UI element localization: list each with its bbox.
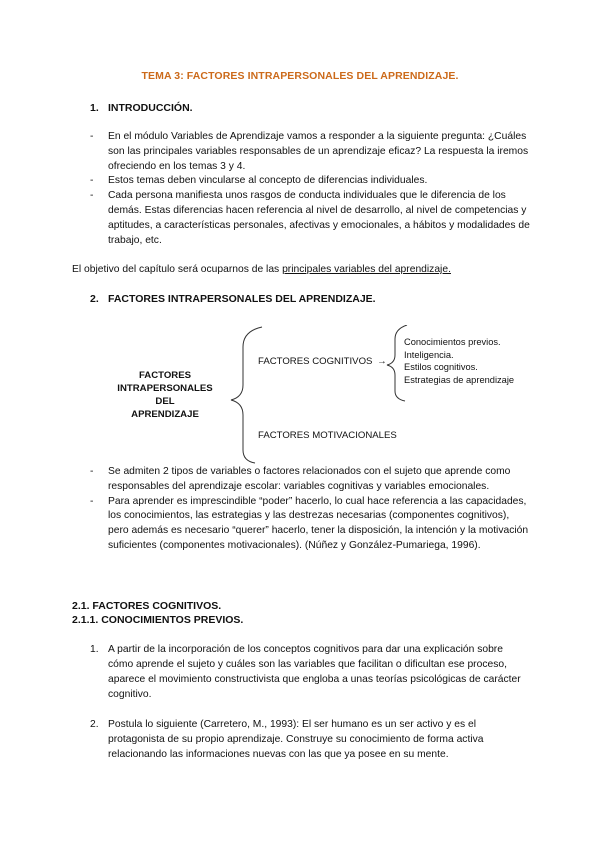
section-2-number: 2. — [90, 293, 99, 305]
branch-cognitive — [258, 356, 387, 367]
diagram-root-line: INTRAPERSONALES DEL — [117, 383, 213, 407]
list-item: - En el módulo Variables de Aprendizaje vamos a responder a la siguiente pregunta: ¿Cuáles son las principales variables responsables de un aprendizaje eficaz? La respuesta la iremos ofreciendo en los temas 3 y 4. — [90, 130, 530, 174]
section-2-heading: FACTORES INTRAPERSONALES DEL APRENDIZAJE. — [108, 293, 376, 305]
section-2-1-1-heading: 2.1.1. CONOCIMIENTOS PREVIOS. — [72, 614, 244, 626]
numbered-item-text: Postula lo siguiente (Carretero, M., 1993): El ser humano es un ser activo y es el protagonista de su propio aprendizaje. Construye su conocimiento de forma activa relacionando las informaciones nuevas con las que ya posee en su mente. — [108, 719, 484, 760]
section-2-bullet-list — [90, 465, 530, 554]
big-brace-icon — [231, 327, 262, 463]
arrow-right-icon: → — [377, 356, 387, 367]
cognitive-item: Conocimientos previos. — [404, 337, 501, 347]
cognitive-item: Inteligencia. — [404, 349, 454, 360]
item-number: 1. — [90, 644, 99, 655]
list-item: - Se admiten 2 tipos de variables o factores relacionados con el sujeto que aprende como responsables del aprendizaje escolar: variables cognitivas y variables emocionales. — [90, 465, 530, 495]
list-item: - Estos temas deben vincularse al concepto de diferencias individuales. — [90, 174, 530, 189]
objective-paragraph — [72, 262, 542, 277]
diagram-root-line: APRENDIZAJE — [131, 409, 199, 420]
section-1-bullet-list — [90, 130, 530, 248]
diagram-root-line: FACTORES — [138, 370, 192, 381]
list-item: - Para aprender es imprescindible “poder” hacerlo, lo cual hace referencia a las capacidades, los conocimientos, las estrategias y las destrezas necesarias (componentes cognitivos), pero además es necesario “querer” hacerlo, tener la disposición, la intención y la motivación suficientes (componentes motivacionales). (Núñez y González-Pumariega, 1996). — [90, 495, 530, 554]
section-2-1-heading: 2.1. FACTORES COGNITIVOS. — [72, 600, 222, 612]
objective-text: El objetivo del capítulo será ocuparnos de las — [72, 264, 283, 275]
cognitive-items-list — [404, 336, 514, 386]
cognitive-item: Estilos cognitivos. — [404, 362, 478, 373]
document-title: TEMA 3: FACTORES INTRAPERSONALES DEL APRENDIZAJE. — [141, 70, 459, 82]
branch-cognitive-label: FACTORES COGNITIVOS — [258, 356, 373, 367]
branch-motivational: FACTORES MOTIVACIONALES — [258, 430, 397, 441]
numbered-item-text: A partir de la incorporación de los conceptos cognitivos para dar una explicación sobre cómo aprende el sujeto y cuáles son las variables que facilitan o dificultan ese proceso, aparece el movimiento constructivista que engloba a unas teorías psicológicas de carácter cognitivo. — [108, 644, 521, 700]
list-item: - Cada persona manifiesta unos rasgos de conducta individuales que le diferencia de los demás. Estas diferencias hacen referencia al nivel de desarrollo, al nivel de competencias y aptitudes, a características personales, afectivas y emocionales, a hábitos y modalidades de trabajo, etc. — [90, 189, 530, 248]
diagram-root-label — [110, 369, 220, 421]
section-1-heading: INTRODUCCIÓN. — [108, 102, 193, 114]
cognitive-item: Estrategias de aprendizaje — [404, 374, 515, 385]
objective-link: principales variables del aprendizaje. — [282, 264, 451, 275]
section-1-number: 1. — [90, 102, 99, 114]
item-number: 2. — [90, 719, 99, 730]
